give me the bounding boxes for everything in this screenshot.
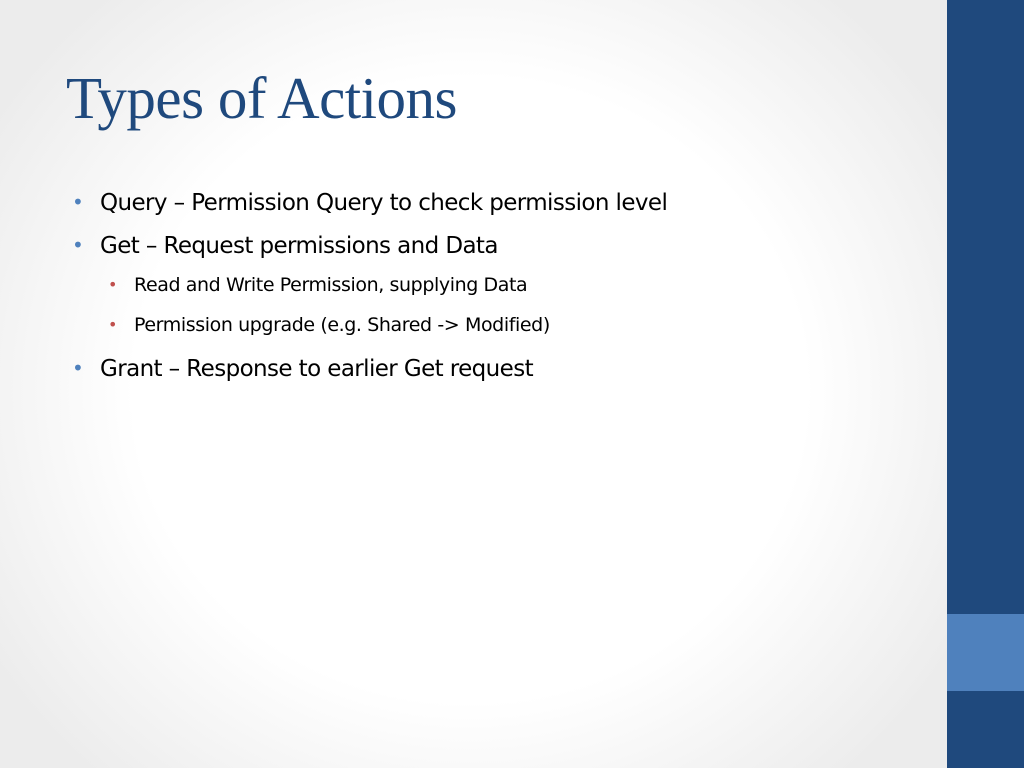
bullet-dot-icon: • bbox=[72, 233, 84, 257]
sub-bullet-text: Permission upgrade (e.g. Shared -> Modified) bbox=[134, 314, 550, 336]
sub-bullet-item-upgrade bbox=[72, 310, 667, 340]
bullet-item-query bbox=[72, 184, 667, 222]
bullet-text: Get – Request permissions and Data bbox=[100, 233, 498, 259]
sub-bullet-group bbox=[72, 270, 667, 340]
sub-bullet-item-read-write bbox=[72, 270, 667, 300]
sub-bullet-text: Read and Write Permission, supplying Data bbox=[134, 274, 528, 296]
bullet-item-grant bbox=[72, 350, 667, 388]
bullet-text: Grant – Response to earlier Get request bbox=[100, 356, 533, 382]
bullet-item-get bbox=[72, 227, 667, 265]
sidebar-accent-block bbox=[947, 614, 1024, 691]
bullet-dot-icon: • bbox=[72, 190, 84, 214]
slide-title: Types of Actions bbox=[66, 65, 457, 131]
sub-bullet-dot-icon: • bbox=[108, 315, 118, 334]
bullet-text: Query – Permission Query to check permission level bbox=[100, 190, 668, 216]
sub-bullet-dot-icon: • bbox=[108, 275, 118, 294]
bullet-dot-icon: • bbox=[72, 356, 84, 380]
bullet-list bbox=[72, 184, 667, 393]
sub-bullet-list bbox=[72, 270, 667, 340]
